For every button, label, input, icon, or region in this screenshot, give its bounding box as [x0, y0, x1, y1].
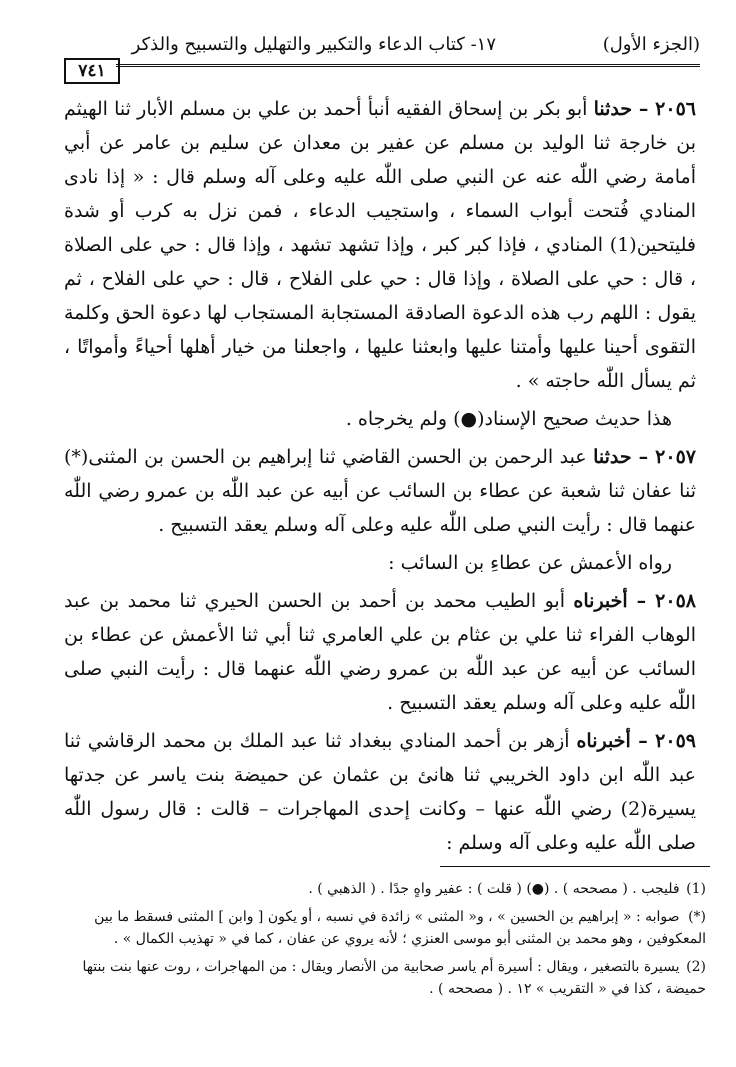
footnote-mark: (1) — [686, 881, 706, 897]
hadith-lead: حدثنا — [593, 98, 633, 120]
hadith-text: أبو بكر بن إسحاق الفقيه أنبأ أحمد بن علي بن مسلم الأبار ثنا الهيثم بن خارجة ثنا الوليد بن مسلم عن عفير بن معدان عن سليم بن عامر عن أبي أمامة رضي اللّٰه عنه عن النبي صلى اللّٰه عليه وعلى آله وسلم قال : « إذا نادى المنادي فُتحت أبواب السماء ، واستجيب الدعاء ، فمن نزل به كرب أو شدة فليتحين(1) المنادي ، فإذا كبر كبر ، وإذا تشهد تشهد ، وإذا قال : حي على الصلاة ، قال : حي على الصلاة ، وإذا قال : حي على الفلاح ، قال : حي على الفلاح ، ثم يقول : اللهم رب هذه الدعوة الصادقة المستجابة المستجاب لها دعوة الحق وكلمة التقوى أحينا عليها وأمتنا عليها وابعثنا عليها ، واجعلنا من خيار أهلها أحياءً وأمواتًا ، ثم يسأل اللّٰه حاجته » . — [64, 98, 696, 392]
chapter-title: ١٧- كتاب الدعاء والتكبير والتهليل والتسبيح والذكر — [131, 34, 496, 55]
footnote-rule — [440, 866, 710, 867]
hadith-2058: ٢٠٥٨ – أخبرناه أبو الطيب محمد بن أحمد بن الحسن الحيري ثنا محمد بن عبد الوهاب الفراء ثنا علي بن عثام بن علي العامري ثنا أبي ثنا الأعمش عن عطاء بن السائب عن أبيه عن عبد اللّٰه بن عمرو رضي اللّٰه عنهما قال : رأيت النبي صلى اللّٰه عليه وعلى آله وسلم يعقد التسبيح . — [64, 590, 696, 714]
footnote-text: صوابه : « إبراهيم بن الحسين » ، و« المثنى » زائدة في نسبه ، أو يكون [ وابن ] المثنى فسقط ما بين المعكوفين ، وهو محمد بن المثنى أبو موسى العنزي ؛ لأنه يروي عن عفان ، كما في « تهذيب الكمال » . — [94, 909, 706, 947]
footnote-star — [60, 906, 706, 950]
hadith-lead: أخبرناه — [576, 730, 631, 752]
narration-note — [64, 546, 696, 580]
footnote-1 — [60, 878, 706, 900]
footnote-text: يسيرة بالتصغير ، ويقال : أسيرة أم ياسر صحابية من الأنصار ويقال : من المهاجرات ، روت عنها بنت بنتها حميضة ، كذا في « التقريب » ١٢ . ( مصححه ) . — [82, 959, 706, 997]
main-text — [64, 92, 696, 864]
hadith-text: عبد الرحمن بن الحسن القاضي ثنا إبراهيم بن الحسن بن المثنى(*) ثنا عفان ثنا شعبة عن عطاء بن السائب عن أبيه عن عبد اللّٰه بن عمرو رضي اللّٰه عنهما قال : رأيت النبي صلى اللّٰه عليه وعلى آله وسلم يعقد التسبيح . — [64, 446, 696, 536]
page-number: ٧٤١ — [64, 58, 120, 84]
header-rule — [116, 64, 700, 67]
footnote-text: فليجب . ( مصححه ) . (●) ( قلت ) : عفير واهٍ جدًا . ( الذهبي ) . — [308, 881, 680, 897]
hadith-text: أبو الطيب محمد بن أحمد بن الحسن الحيري ثنا محمد بن عبد الوهاب الفراء ثنا علي بن عثام بن علي العامري ثنا أبي ثنا الأعمش عن عطاء بن السائب عن أبيه عن عبد اللّٰه بن عمرو رضي اللّٰه عنهما قال : رأيت النبي صلى اللّٰه عليه وعلى آله وسلم يعقد التسبيح . — [64, 590, 696, 714]
running-header — [60, 30, 706, 81]
footnote-2 — [60, 956, 706, 1000]
hadith-number: ٢٠٥٧ — [655, 446, 696, 468]
footnotes — [60, 876, 706, 1006]
volume-label: (الجزء الأول) — [602, 34, 700, 55]
hadith-number: ٢٠٥٦ — [655, 98, 696, 120]
footnote-mark: (*) — [688, 909, 706, 925]
hadith-text: هذا حديث صحيح الإسناد(●) ولم يخرجاه . — [345, 408, 672, 430]
hadith-2059: ٢٠٥٩ – أخبرناه أزهر بن أحمد المنادي ببغداد ثنا عبد الملك بن محمد الرقاشي ثنا عبد اللّٰه ابن داود الخريبي ثنا هانئ بن عثمان عن حميضة بنت ياسر عن جدتها يسيرة(2) رضي اللّٰه عنها – وكانت إحدى المهاجرات – قالت : قال رسول اللّٰه صلى اللّٰه عليه وعلى آله وسلم : — [64, 730, 696, 854]
footnote-mark: (2) — [686, 959, 706, 975]
hadith-2057: ٢٠٥٧ – حدثنا عبد الرحمن بن الحسن القاضي ثنا إبراهيم بن الحسن بن المثنى(*) ثنا عفان ثنا شعبة عن عطاء بن السائب عن أبيه عن عبد اللّٰه بن عمرو رضي اللّٰه عنهما قال : رأيت النبي صلى اللّٰه عليه وعلى آله وسلم يعقد التسبيح . — [64, 446, 696, 536]
hadith-number: ٢٠٥٨ — [655, 590, 696, 612]
hadith-2056: ٢٠٥٦ – حدثنا أبو بكر بن إسحاق الفقيه أنبأ أحمد بن علي بن مسلم الأبار ثنا الهيثم بن خارجة ثنا الوليد بن مسلم عن عفير بن معدان عن سليم بن عامر عن أبي أمامة رضي اللّٰه عنه عن النبي صلى اللّٰه عليه وعلى آله وسلم قال : « إذا نادى المنادي فُتحت أبواب السماء ، واستجيب الدعاء ، فمن نزل به كرب أو شدة فليتحين(1) المنادي ، فإذا كبر كبر ، وإذا تشهد تشهد ، وإذا قال : حي على الصلاة ، قال : حي على الصلاة ، وإذا قال : حي على الفلاح ، قال : حي على الفلاح ، ثم يقول : اللهم رب هذه الدعوة الصادقة المستجابة المستجاب لها دعوة الحق وكلمة التقوى أحينا عليها وأمتنا عليها وابعثنا عليها ، واجعلنا من خيار أهلها أحياءً وأمواتًا ، ثم يسأل اللّٰه حاجته » . — [64, 98, 696, 392]
grading-note — [64, 402, 696, 436]
hadith-text: أزهر بن أحمد المنادي ببغداد ثنا عبد الملك بن محمد الرقاشي ثنا عبد اللّٰه ابن داود الخريبي ثنا هانئ بن عثمان عن حميضة بنت ياسر عن جدتها يسيرة(2) رضي اللّٰه عنها – وكانت إحدى المهاجرات – قالت : قال رسول اللّٰه صلى اللّٰه عليه وعلى آله وسلم : — [64, 730, 696, 854]
hadith-lead: أخبرناه — [573, 590, 628, 612]
hadith-number: ٢٠٥٩ — [655, 730, 696, 752]
hadith-lead: حدثنا — [593, 446, 632, 468]
hadith-text: رواه الأعمش عن عطاءِ بن السائب : — [388, 552, 672, 574]
